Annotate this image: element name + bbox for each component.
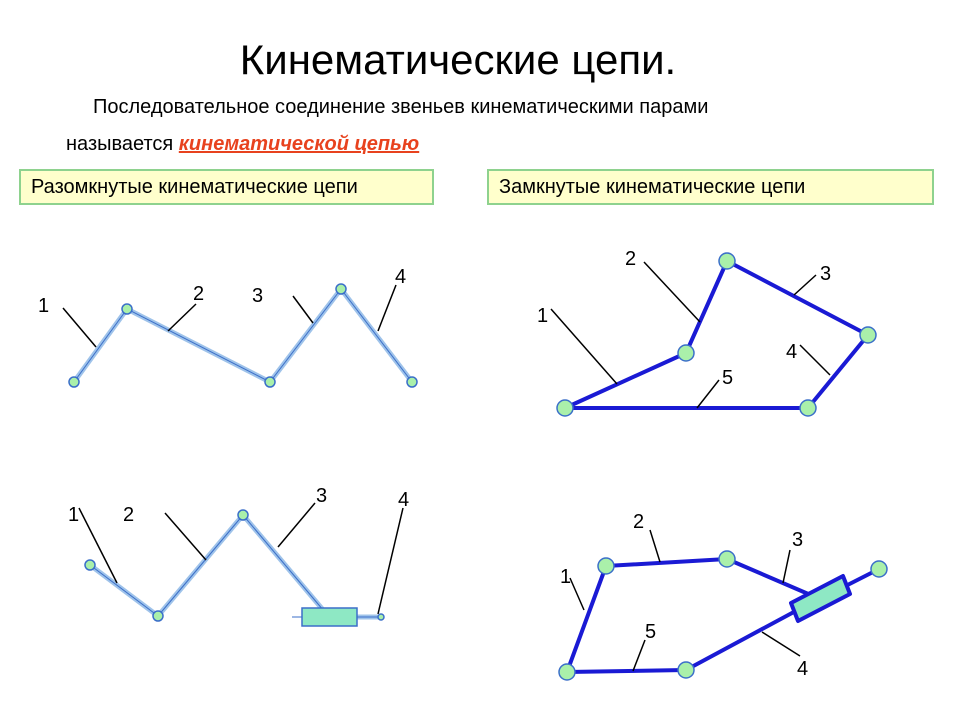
closed-top-joint-3 (719, 253, 735, 269)
open-bottom-edge-2 (158, 515, 243, 616)
definition-line-1: Последовательное соединение звеньев кинематическими парами (93, 96, 709, 118)
closed-top-label-1: 1 (537, 305, 549, 327)
open-chain-top (38, 266, 417, 387)
open-bottom-label-3: 3 (316, 485, 328, 507)
closed-chains-box: Замкнутые кинематические цепи (487, 169, 934, 205)
open-bottom-leader-3 (278, 503, 315, 547)
closed-bottom-label-5: 5 (645, 621, 657, 643)
closed-bottom-slider (791, 576, 850, 621)
closed-bottom-label-1: 1 (560, 566, 572, 588)
closed-bottom-leader-5 (633, 640, 645, 671)
open-bottom-leader-4 (378, 508, 403, 614)
closed-bottom-label-4: 4 (797, 658, 809, 680)
open-top-edge-2 (127, 309, 270, 382)
open-top-joint-4 (336, 284, 346, 294)
closed-bottom-joint-1 (559, 664, 575, 680)
open-bottom-slider (302, 608, 357, 626)
open-bottom-edge-1 (90, 565, 158, 616)
open-top-label-2: 2 (193, 283, 205, 305)
closed-chain-bottom (559, 511, 887, 680)
definition-term: кинематической цепью (178, 133, 420, 155)
open-bottom-joint-4 (378, 614, 384, 620)
closed-bottom-joint-2 (598, 558, 614, 574)
open-top-joint-5 (407, 377, 417, 387)
closed-chain-top (537, 248, 876, 416)
closed-top-leader-2 (644, 262, 700, 322)
closed-bottom-joint-3 (719, 551, 735, 567)
closed-bottom-joint-5 (871, 561, 887, 577)
open-bottom-label-4: 4 (398, 489, 410, 511)
closed-top-label-3: 3 (820, 263, 832, 285)
closed-top-leader-3 (794, 275, 816, 295)
open-top-leader-1 (63, 308, 96, 347)
closed-bottom-link-2 (606, 559, 727, 566)
closed-bottom-label-2: 2 (633, 511, 645, 533)
open-bottom-label-1: 1 (68, 504, 80, 526)
open-top-leader-3 (293, 296, 313, 323)
closed-chain-bottom-leaders (570, 530, 800, 671)
closed-top-leader-1 (551, 309, 617, 384)
closed-chain-bottom-joints (559, 551, 887, 680)
open-top-joint-1 (69, 377, 79, 387)
closed-bottom-leader-1 (570, 578, 584, 610)
closed-top-label-5: 5 (722, 367, 734, 389)
closed-top-joint-1 (557, 400, 573, 416)
closed-top-joint-2 (678, 345, 694, 361)
open-bottom-label-2: 2 (123, 504, 135, 526)
open-chain-bottom-links (90, 515, 381, 617)
open-top-joint-2 (122, 304, 132, 314)
open-top-leader-4 (378, 285, 396, 331)
open-top-label-4: 4 (395, 266, 407, 288)
page-title: Кинематические цепи. (239, 36, 677, 83)
open-chain-top-joints (69, 284, 417, 387)
open-bottom-joint-2 (153, 611, 163, 621)
closed-top-leader-5 (697, 380, 719, 408)
closed-bottom-link-1 (567, 566, 606, 672)
open-top-edge-3 (270, 289, 341, 382)
open-bottom-joint-1 (85, 560, 95, 570)
open-chain-top-link-edges (74, 289, 412, 382)
open-chain-bottom-link-edges (90, 515, 384, 617)
closed-chain-top-leaders (551, 262, 830, 408)
closed-bottom-leader-3 (783, 550, 790, 583)
open-chain-bottom (68, 485, 409, 626)
closed-bottom-label-3: 3 (792, 529, 804, 551)
closed-top-label-2: 2 (625, 248, 637, 270)
open-bottom-leader-2 (165, 513, 206, 560)
open-top-edge-4 (341, 289, 412, 382)
closed-top-joint-4 (860, 327, 876, 343)
open-top-label-3: 3 (252, 285, 264, 307)
closed-bottom-leader-4 (762, 632, 800, 656)
closed-bottom-joint-4 (678, 662, 694, 678)
open-top-leader-2 (168, 304, 196, 331)
definition-prefix: называется (66, 133, 179, 155)
closed-top-label-4: 4 (786, 341, 798, 363)
closed-top-leader-4 (800, 345, 830, 375)
open-top-label-1: 1 (38, 295, 50, 317)
closed-chain-bottom-links (567, 559, 879, 672)
open-top-edge-1 (74, 309, 127, 382)
closed-bottom-link-5 (567, 670, 686, 672)
open-chains-box: Разомкнутые кинематические цепи (19, 169, 434, 205)
closed-top-joint-5 (800, 400, 816, 416)
closed-bottom-leader-2 (650, 530, 660, 562)
open-bottom-joint-3 (238, 510, 248, 520)
open-top-joint-3 (265, 377, 275, 387)
open-bottom-edge-3 (243, 515, 329, 617)
